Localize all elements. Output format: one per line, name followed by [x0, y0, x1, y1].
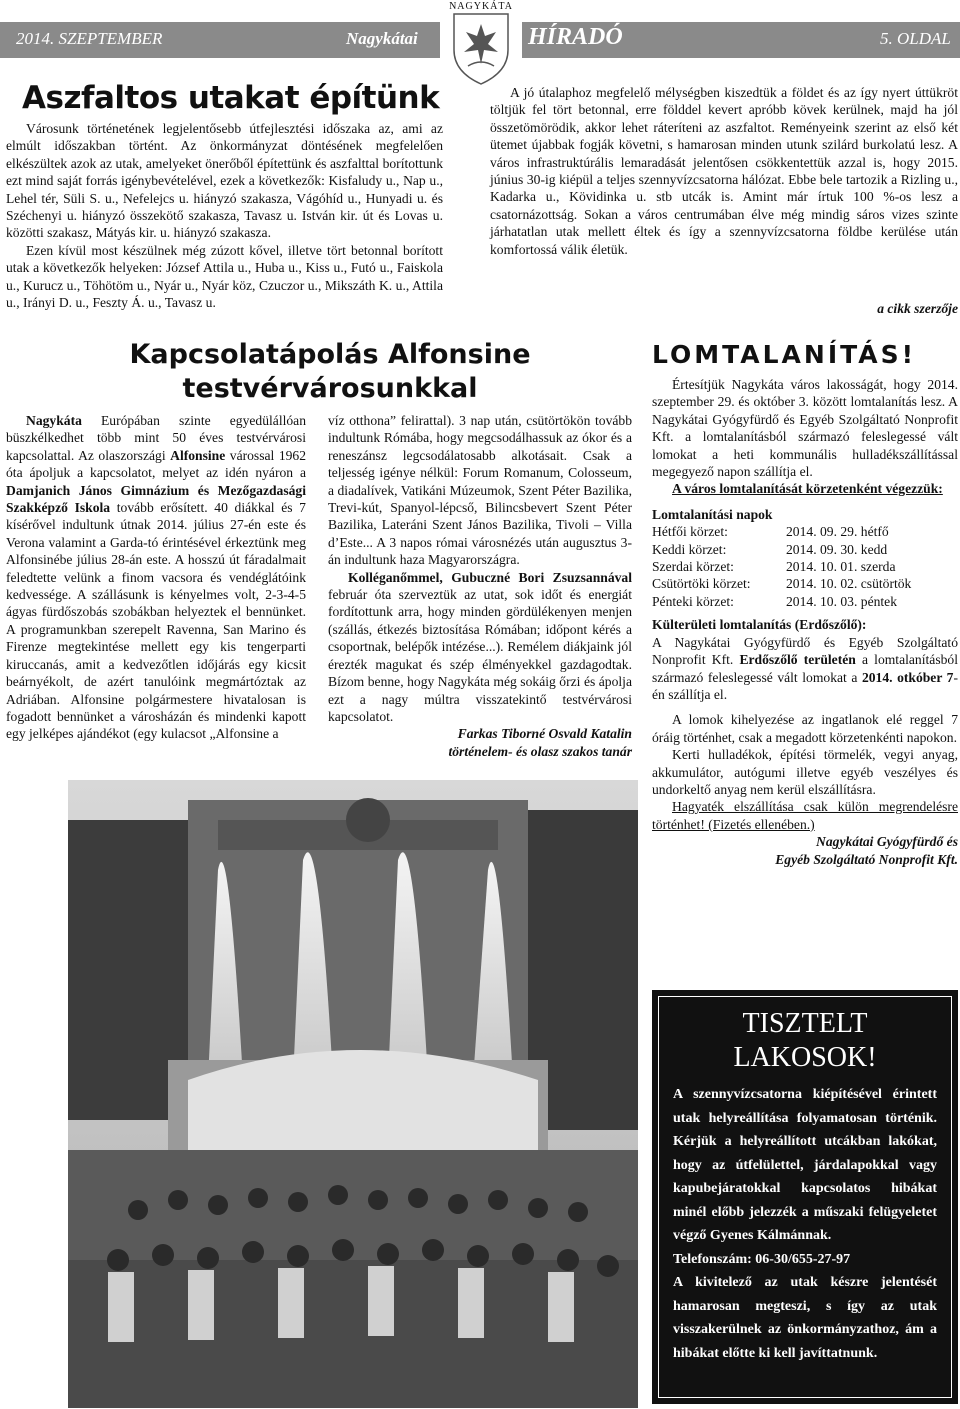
- article2-col2: [328, 412, 632, 760]
- article2-title-line1: Kapcsolatápolás Alfonsine: [129, 339, 531, 370]
- page-number: 5. OLDAL: [880, 29, 951, 48]
- date-cell: 2014. 09. 29. hétfő: [786, 524, 889, 540]
- article3-intro: Értesítjük Nagykáta város lakosságát, hogy 2014. szeptember 29. és október 3. között lomtalanítás lesz. A Nagykátai Gyógyfürdő és Egyéb Szolgáltató Nonprofit Kft. a lomtalanításból származó feleslegessé vált lomokat a heti kommunális hulladékszállítással megegyező napon szállítja el.: [652, 377, 958, 480]
- district-cell: Pénteki körzet:: [652, 593, 734, 609]
- article1-right-col: [490, 84, 958, 258]
- notice-title-line1: TISZTELT: [742, 1008, 868, 1039]
- article2-school: Damjanich János Gimnázium és Mezőgazdasági Szakképző Iskola: [6, 482, 306, 516]
- schedule-table: [652, 523, 911, 610]
- table-row: [652, 575, 911, 592]
- article3-signature-1: Nagykátai Gyógyfürdő és: [816, 834, 958, 850]
- article1-paragraph: Városunk történetének legjelentősebb útfejlesztési időszaka az, ami az elmúlt időszakban történt. Az önkormányzat döntésének megfelelően elkészültek azok az utak, amelyeket önerőből építettünk és aszfalttal borítottunk ezt mind saját forrás igénybevételével, ezek a következők: Kisfaludy u., Nap u., Lehel tér, Süli S. u., Nefelejcs u. hiányzó szakasza, Vágóhíd u., Hunyadi u. és Széchenyi u. hiányzó összekötő szakasza, Tavasz u. István kir. út és Lovas u. közötti szakasz, Mátyás kir. u. hiányzó szakasza.: [6, 121, 443, 241]
- article2-col1: [6, 412, 306, 743]
- date-cell: 2014. 10. 02. csütörtök: [786, 576, 912, 592]
- article3-city-heading: A város lomtalanítását körzetenként végezzük:: [672, 481, 943, 497]
- brand-left: Nagykátai: [346, 29, 418, 48]
- brand-right: HÍRADÓ: [528, 24, 623, 50]
- article2-text: várossal 1962 óta ápoljuk a kapcsolatot, melyet az idén nyáron a: [6, 447, 307, 481]
- article1-signature: a cikk szerzője: [877, 301, 958, 316]
- notice-text: A szennyvízcsatorna kiépítésével érintett utak helyreállítása folyamatosan történik. Kérjük a helyreállított utcákban lakókat, hogy az útfelülettel, járdalapokkal vagy kapubejáratokkal kapcsolatos hibákat minél előbb jelezzék a műszaki felügyeletet végző Gyenes Kálmánnak.: [673, 1087, 937, 1243]
- date-cell: 2014. 09. 30. kedd: [786, 541, 888, 557]
- crest-label: NAGYKÁTA: [449, 1, 513, 12]
- notice-title-line2: LAKOSOK!: [733, 1042, 877, 1073]
- article2-signature-role: történelem- és olasz szakos tanár: [448, 743, 632, 759]
- article3-outer-date: 2014. otkóber 7: [861, 669, 954, 685]
- article3-erdoszolo: Erdőszőlő területén: [739, 652, 856, 668]
- article3-title: LOMTALANÍTÁS!: [652, 340, 916, 369]
- date-cell: 2014. 10. 01. szerda: [786, 559, 896, 575]
- article2-text: tovább erősített. 40 diákkal és 7 kísérővel indultunk útnak 2014. július 27-én este és Verona valamint a Garda-tó érintésével érkeztünk meg Alfonsinébe július 28-án este. A hosszú út fáradalmait feledtette velünk a finom vacsora és vendéglátóink kedvessége. A szállásunk is kényelmes volt, 2-3-4-5 ágyas fürdőszobás szobákban helyeztek el bennünket. A programunkban szerepelt Ravenna, San Marino és Firenze megtekintése mellett egy kis tengerparti kiruccanás, amit a kedvezőtlen időjárás egy kicsit beárnyékolt, de azért tanulóink megmártóztak az Adriában. Alfonsine polgármestere hivatalosan is fogadott bennünket a városházán és mindenki kapott egy jelképes ajándékot (egy kulacsot „Alfonsine a: [6, 500, 306, 742]
- article2-title-line2: testvérvárosunkkal: [182, 373, 478, 404]
- notice-closing: A kivitelező az utak készre jelentését hamarosan megteszi, s így az utak visszakerülnek az önkormányzathoz, ám a hibákat előtte ki kell javíttatnunk.: [673, 1275, 937, 1361]
- article2-paragraph: víz otthona” felirattal). 3 nap után, csütörtökön tovább indultunk Rómába, hogy megcsodálhassuk az ókor és a reneszánsz legcsodálatosabb alkotásait. Csak a teljesség igénye nélkül: Forum Romanum, Colosseum, a diadalívek, Vatikáni Múzeumok, Szent Péter Bazilika, Trevi-kút, Spanyol-lépcső, Bilincsbevert Szent Péter Bazilika, Lateráni Szent János Bazilika, Tivoli – Villa d’Este... A 3 napos római városnézés után augusztus 3-án indultunk haza Magyarországra.: [328, 413, 632, 568]
- article2-signature-name: Farkas Tiborné Osvald Katalin: [457, 726, 632, 742]
- district-cell: Csütörtöki körzet:: [652, 576, 751, 592]
- article3-exclude: Kerti hulladékok, építési törmelék, vegyi anyag, akkumulátor, autógumi illetve egyéb veszélyes és undorkeltő anyag nem kerül elszállításra.: [652, 747, 958, 797]
- table-row: [652, 558, 911, 575]
- article3-outer-heading: Külterületi lomtalanítás (Erdőszőlő):: [652, 617, 867, 633]
- table-row: [652, 541, 911, 558]
- article2-lead: Nagykáta: [26, 413, 82, 428]
- article3-time: A lomok kihelyezése az ingatlanok elé reggel 7 óráig történhet, csak a megadott körzetenkénti napokon.: [652, 712, 958, 745]
- group-photo-fountain: [68, 780, 638, 1408]
- article2-paragraph: [328, 569, 632, 726]
- article1-paragraph: Ezen kívül most készülnek még zúzott kővel, illetve tört betonnal borított utak a következők helyeken: József Attila u., Huba u., Kiss u., Futó u., Faiskola u., Kurucz u., Töhötöm u., Nyár u., Nyár köz, Czuczor u., Mikszáth K. u., Attila u., Irányi D. u., Feszty Á. u., Tavasz u.: [6, 242, 443, 311]
- article3-text: A Nagykátai Gyógyfürdő és Egyéb Szolgáltató Nonprofit Kft.: [652, 634, 958, 668]
- article2-text: Európában szinte egyedülállóan büszkélkedhet több mint 50 éves testvérvárosi kapcsolattal. Az olaszországi: [6, 413, 306, 463]
- article2-text: február óta szerveztük az utat, sok időt és energiát fordítottunk arra, hogy minden gördülékenyen menjen (szállás, étkezés biztosítása Rómában; időpont kérés a csoportnak, belépők intézése...). Remélem diákjaink jól érezték magukat és szép élményekkel gazdagodtak. Bízom benne, hogy Nagykáta még sokáig őrzi és ápolja ezt a nagy múltra visszatekintő testvérvárosi kapcsolatot.: [328, 587, 632, 724]
- article1-title: Aszfaltos utakat építünk: [22, 80, 440, 116]
- article1-left-col: [6, 120, 443, 311]
- article3-text: a lomtalanításból származó feleslegessé vált lomokat a: [652, 652, 958, 685]
- date-cell: 2014. 10. 03. péntek: [786, 593, 898, 609]
- district-cell: Hétfői körzet:: [652, 524, 728, 540]
- article3-signature-2: Egyéb Szolgáltató Nonprofit Kft.: [775, 851, 958, 867]
- notice-phone: Telefonszám: 06-30/655-27-97: [673, 1251, 851, 1267]
- article3-outer-paragraph: [652, 634, 958, 704]
- coat-of-arms-icon: [440, 0, 522, 86]
- district-cell: Keddi körzet:: [652, 541, 727, 557]
- notice-box: [652, 990, 958, 1404]
- article2-alfonsine: Alfonsine: [170, 447, 226, 463]
- article3-text: -én szállítja el.: [652, 669, 959, 702]
- fountain-photo-image: [68, 780, 638, 1408]
- notice-frame: [658, 996, 952, 1398]
- table-row: [652, 593, 911, 610]
- table-row: [652, 523, 911, 540]
- article2-title: [60, 338, 600, 406]
- article3-body: [652, 376, 958, 868]
- article2-colleagues: Kolléganőmmel, Gubuczné Bori Zsuzsannával: [348, 569, 632, 585]
- district-cell: Szerdai körzet:: [652, 559, 734, 575]
- crest: [440, 0, 522, 86]
- notice-body: [659, 1075, 951, 1365]
- article3-days-heading: Lomtalanítási napok: [652, 506, 773, 522]
- article2-paragraph: [6, 412, 306, 743]
- article3-fee: Hagyaték elszállítása csak külön megrendelésre történhet! (Fizetés ellenében.): [652, 799, 958, 832]
- article1-paragraph: A jó útalaphoz megfelelő mélységben kiszedtük a földet és az így nyert úttükröt töltjük fel tört betonnal, erre földdel kevert apróbb kövek kerülnek, majd ha jól összetömörödik, akkor lehet ráteríteni az aszfaltot. Reményeink szerint az első két ütemet újabbak fogják követni, s hamarosan minden utunk szilárd burkolatú lesz. A város infrastruktúrális lemaradását jelentősen csökkentettük azzal is, hogy 2015. június 30-ig kiépül a teljes szennyvízcsatorna hálózat. Ebbe bele tartozik a Rizling u., Kadarka u., Kövidinka u. stb utcák is. Amint már írtuk 100 %-os lesz a csatornázottság. Sokan a város centrumában élve még mindig sáros vizes szinte járhatatlan utak mellett éltek és így a szennyvízcsatorna földbe kerülése után komfortossá válik életük.: [490, 85, 958, 257]
- notice-title: [659, 1007, 951, 1075]
- issue-date: 2014. SZEPTEMBER: [16, 29, 163, 48]
